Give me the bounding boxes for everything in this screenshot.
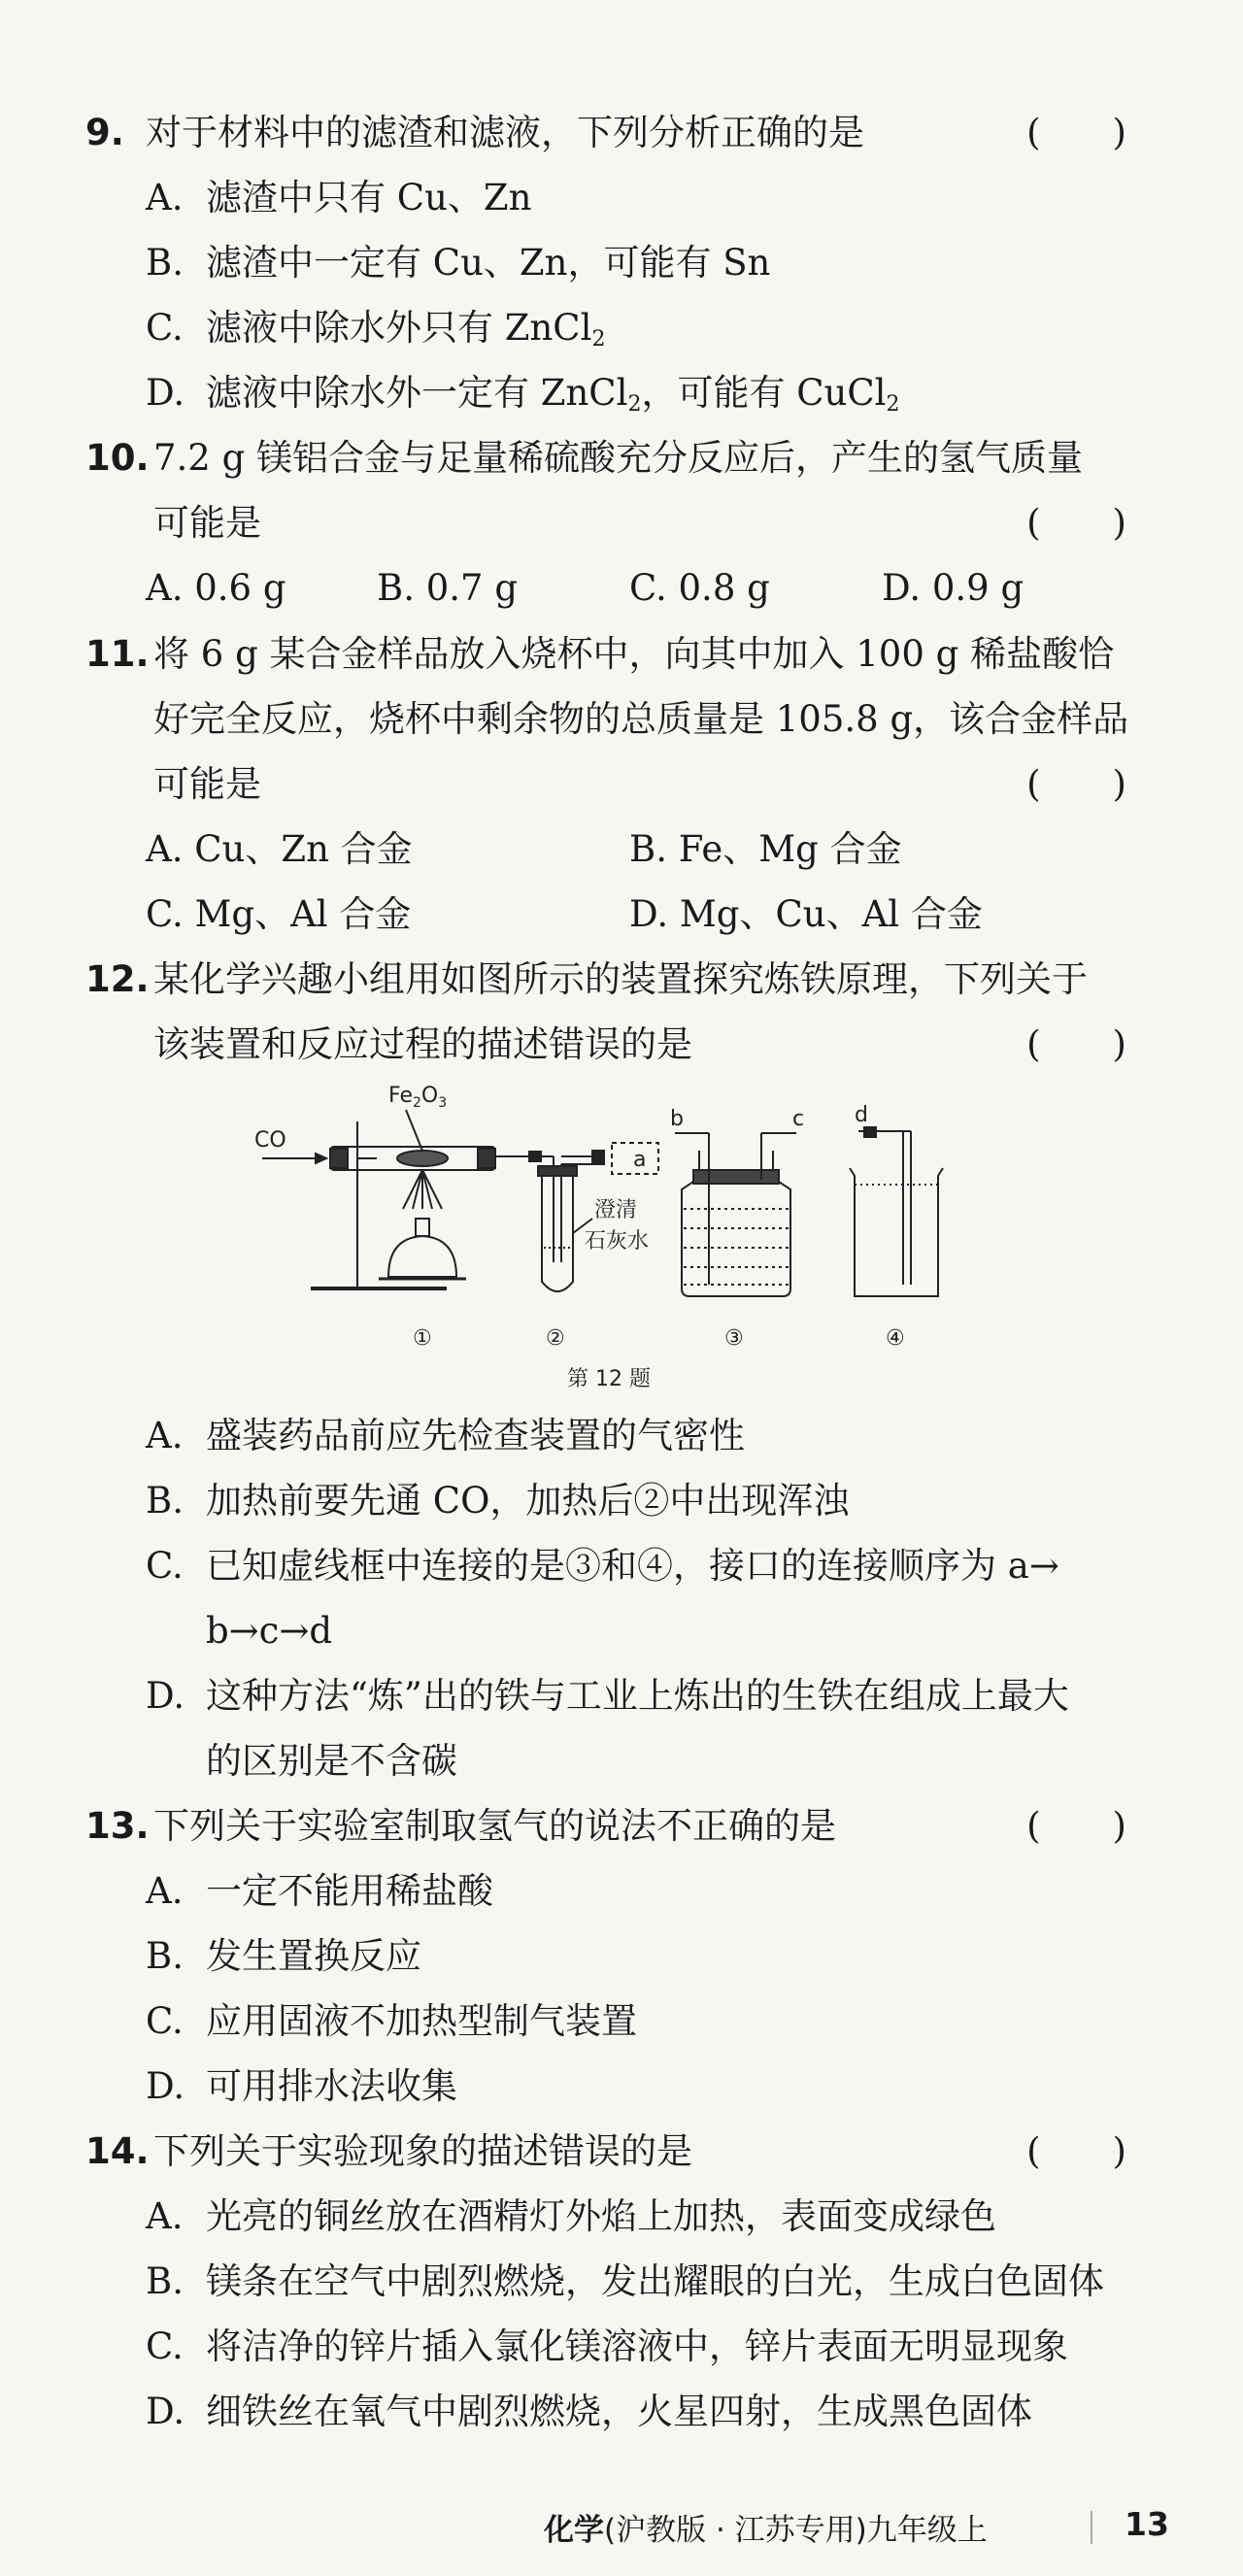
- question-14: [85, 2119, 1126, 2444]
- question-number: 12.: [85, 958, 150, 1000]
- question-stem: 将 6 g 某合金样品放入烧杯中，向其中加入 100 g 稀盐酸恰: [153, 633, 1115, 675]
- option-c: C. 0.8 g: [629, 567, 770, 609]
- q12-stem-line-1: [85, 947, 1126, 1012]
- option-text: 细铁丝在氧气中剧烈燃烧，火星四射，生成黑色固体: [206, 2391, 1032, 2432]
- q11-stem-line-3: [85, 752, 1126, 817]
- option-c: [85, 1989, 1126, 2054]
- option-b: [85, 1924, 1126, 1989]
- option-text: b→c→d: [206, 1610, 333, 1652]
- footer-divider: [1091, 2511, 1092, 2544]
- q9-stem-line: [85, 100, 1126, 165]
- q11-stem-line-1: [85, 621, 1126, 686]
- option-text: 滤液中除水外一定有 ZnCl: [206, 372, 628, 414]
- answer-parentheses: ( ): [1026, 1805, 1126, 1847]
- limewater-label-2: 石灰水: [585, 1229, 650, 1254]
- arrow-head-icon: [316, 1154, 326, 1163]
- option-text: 已知虚线框中连接的是③和④，接口的连接顺序为 a→: [206, 1545, 1059, 1587]
- beaker: [850, 1127, 943, 1296]
- flame-lines: [403, 1170, 442, 1209]
- answer-parentheses: ( ): [1026, 1023, 1126, 1065]
- option-a: [85, 1403, 1126, 1468]
- option-text: 可用排水法收集: [206, 2065, 457, 2107]
- option-text: 盛装药品前应先检查装置的气密性: [206, 1415, 745, 1456]
- q13-stem-line: [85, 1793, 1126, 1858]
- q10-stem-line-2: [85, 490, 1126, 555]
- option-d: [85, 2379, 1126, 2444]
- option-label: C.: [146, 2325, 184, 2367]
- gas-bottle: [675, 1133, 796, 1296]
- answer-parentheses: ( ): [1026, 2130, 1126, 2172]
- co-label: CO: [254, 1128, 286, 1153]
- q10-stem-line-1: [85, 425, 1126, 490]
- figure-caption: 第 12 题: [567, 1367, 651, 1391]
- test-tube: [542, 1172, 573, 1291]
- question-number: 9.: [85, 112, 124, 153]
- option-a: [85, 1858, 1126, 1924]
- question-number: 11.: [85, 633, 150, 675]
- question-13: [85, 1793, 1126, 2119]
- question-11: [85, 621, 1129, 947]
- question-stem: 该装置和反应过程的描述错误的是: [153, 1023, 692, 1065]
- option-b: B. 0.7 g: [377, 567, 519, 609]
- question-9: [85, 100, 1126, 425]
- question-number: 14.: [85, 2130, 150, 2172]
- options-row: [85, 555, 1126, 620]
- apparatus-number-3: ③: [724, 1326, 744, 1351]
- question-stem: 可能是: [153, 502, 261, 544]
- option-d-continued: [85, 1728, 1126, 1793]
- subscript: 2: [886, 392, 900, 417]
- option-b: [85, 2249, 1126, 2314]
- limewater-label-1: 澄清: [594, 1198, 638, 1222]
- page-number: 13: [1125, 2505, 1169, 2543]
- option-text: 加热前要先通 CO，加热后②中出现浑浊: [206, 1480, 850, 1522]
- port-a-label: a: [633, 1148, 647, 1172]
- q14-stem-line: [85, 2119, 1126, 2184]
- subject-name: 化学: [544, 2513, 604, 2548]
- fe2o3-pointer: [406, 1110, 422, 1151]
- option-label: A.: [146, 177, 184, 218]
- fe2o3-label: $Fe_2O_3$: [388, 1084, 448, 1111]
- lamp-wick: [416, 1219, 429, 1236]
- question-stem: 对于材料中的滤渣和滤液，下列分析正确的是: [146, 112, 864, 153]
- answer-parentheses: ( ): [1026, 763, 1126, 805]
- subscript: 2: [627, 392, 642, 417]
- option-text: ，可能有 CuCl: [641, 372, 887, 414]
- option-a: [85, 165, 1126, 230]
- option-b: B. Fe、Mg 合金: [629, 828, 902, 870]
- option-label: B.: [146, 242, 184, 284]
- option-text: 滤渣中只有 Cu、Zn: [206, 177, 532, 218]
- apparatus-number-1: ①: [413, 1326, 432, 1351]
- option-a: [85, 2184, 1126, 2249]
- subscript: 2: [591, 327, 606, 351]
- stopper-right: [478, 1149, 495, 1168]
- option-text: 一定不能用稀盐酸: [206, 1870, 493, 1912]
- q11-stem-line-2: [85, 686, 1129, 752]
- option-label: A.: [146, 1415, 184, 1456]
- option-label: C.: [146, 307, 184, 349]
- option-label: B.: [146, 1935, 184, 1977]
- footer-subject: [544, 2505, 988, 2549]
- option-label: A.: [146, 1870, 184, 1912]
- option-d: [85, 360, 1126, 425]
- edition-label: (沪教版 · 江苏专用)九年级上: [604, 2513, 988, 2548]
- port-d-label: d: [855, 1103, 868, 1127]
- options-row-2: [85, 882, 1126, 947]
- option-label: D.: [146, 372, 185, 414]
- option-c: [85, 295, 1126, 360]
- option-d: D. Mg、Cu、Al 合金: [629, 893, 983, 935]
- option-c: C. Mg、Al 合金: [146, 893, 412, 935]
- option-a: A. Cu、Zn 合金: [146, 828, 413, 870]
- option-label: C.: [146, 1545, 184, 1587]
- question-10: [85, 425, 1126, 620]
- question-stem: 可能是: [153, 763, 261, 805]
- question-stem: 7.2 g 镁铝合金与足量稀硫酸充分反应后，产生的氢气质量: [153, 437, 1084, 479]
- page-footer: [0, 2497, 1243, 2556]
- option-c: [85, 2314, 1126, 2379]
- question-12: [85, 947, 1126, 1077]
- port-b-label: b: [670, 1107, 684, 1131]
- option-text: 的区别是不含碳: [206, 1740, 457, 1782]
- option-d: D. 0.9 g: [882, 567, 1025, 609]
- question-number: 13.: [85, 1805, 150, 1847]
- option-text: 滤渣中一定有 Cu、Zn，可能有 Sn: [206, 242, 771, 284]
- question-stem: 下列关于实验室制取氢气的说法不正确的是: [153, 1805, 836, 1847]
- option-b: [85, 1468, 1126, 1533]
- option-text: 将洁净的锌片插入氯化镁溶液中，锌片表面无明显现象: [206, 2325, 1068, 2367]
- option-c-continued: [85, 1598, 1126, 1663]
- option-label: D.: [146, 2391, 185, 2432]
- option-label: B.: [146, 1480, 184, 1522]
- question-12-options: [85, 1403, 1126, 1793]
- option-label: C.: [146, 2000, 184, 2042]
- apparatus-figure: [233, 1063, 991, 1403]
- option-text: 镁条在空气中剧烈燃烧，发出耀眼的白光，生成白色固体: [206, 2260, 1104, 2302]
- option-b: [85, 230, 1126, 295]
- option-text: 应用固液不加热型制气装置: [206, 2000, 637, 2042]
- question-stem: 下列关于实验现象的描述错误的是: [153, 2130, 692, 2172]
- option-text: 滤液中除水外只有 ZnCl: [206, 307, 592, 349]
- option-label: B.: [146, 2260, 184, 2302]
- option-c: [85, 1533, 1126, 1598]
- question-number: 10.: [85, 437, 150, 479]
- option-a: A. 0.6 g: [146, 567, 286, 609]
- alcohol-lamp: [388, 1236, 456, 1277]
- answer-parentheses: ( ): [1026, 502, 1126, 544]
- option-text: 这种方法“炼”出的铁与工业上炼出的生铁在组成上最大: [206, 1675, 1069, 1717]
- stopper-left: [330, 1149, 348, 1168]
- option-d: [85, 2054, 1126, 2119]
- option-text: 发生置换反应: [206, 1935, 421, 1977]
- option-label: A.: [146, 2195, 184, 2237]
- answer-parentheses: ( ): [1026, 112, 1126, 153]
- option-label: D.: [146, 1675, 185, 1717]
- option-d: [85, 1663, 1126, 1728]
- option-label: D.: [146, 2065, 185, 2107]
- question-stem: 好完全反应，烧杯中剩余物的总质量是 105.8 g，该合金样品: [153, 698, 1129, 740]
- apparatus-number-4: ④: [886, 1326, 905, 1351]
- option-text: 光亮的铜丝放在酒精灯外焰上加热，表面变成绿色: [206, 2195, 996, 2237]
- question-stem: 某化学兴趣小组用如图所示的装置探究炼铁原理，下列关于: [153, 958, 1088, 1000]
- port-c-label: c: [792, 1107, 805, 1131]
- apparatus-number-2: ②: [546, 1326, 565, 1351]
- fe2o3-powder: [397, 1151, 448, 1166]
- options-row-1: [85, 817, 1126, 882]
